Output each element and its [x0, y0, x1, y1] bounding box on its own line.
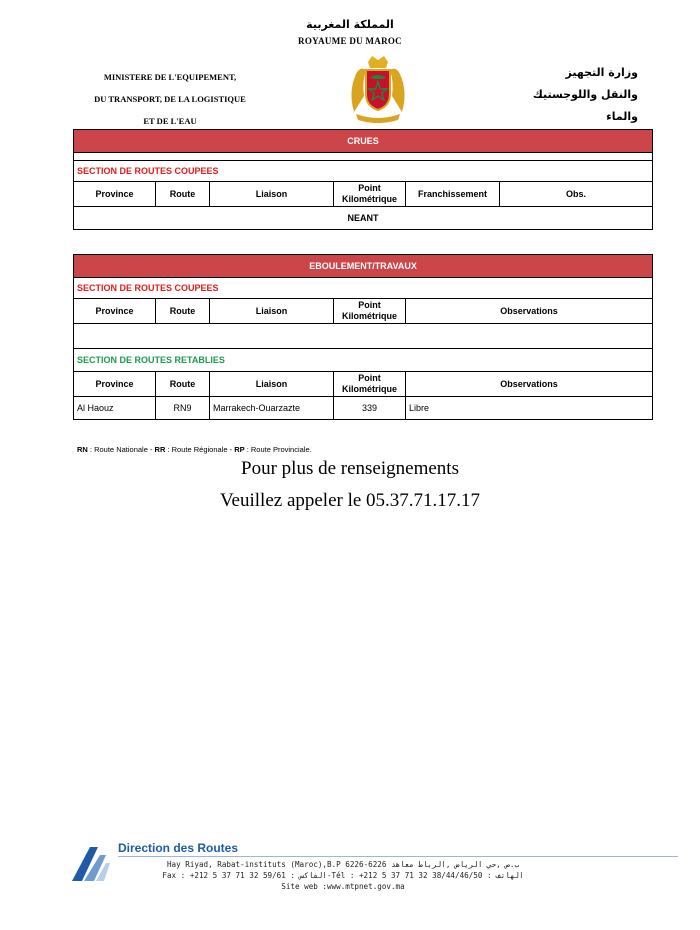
status-neant: NEANT — [74, 207, 653, 230]
col-province: Province — [74, 372, 156, 397]
section-title-cut: SECTION DE ROUTES COUPEES — [74, 161, 653, 182]
col-point-kilometrique: Point Kilométrique — [334, 182, 406, 207]
table-row — [74, 397, 653, 420]
cell-observations: Libre — [406, 397, 653, 420]
col-observations: Observations — [406, 299, 653, 324]
col-observations: Observations — [406, 372, 653, 397]
crues-table — [73, 129, 653, 230]
kingdom-french: ROYAUME DU MAROC — [298, 36, 402, 46]
cell-liaison: Marrakech-Ouarzazte — [210, 397, 334, 420]
ministry-line: والماء — [606, 110, 638, 123]
col-obs: Obs. — [500, 182, 653, 207]
crues-title: CRUES — [74, 130, 653, 153]
col-province: Province — [74, 299, 156, 324]
eboulement-table — [73, 254, 653, 420]
table-header-row — [74, 372, 653, 397]
footer-title: Direction des Routes — [118, 841, 239, 855]
footer-divider — [118, 856, 678, 857]
direction-des-routes-logo-icon — [70, 843, 112, 883]
cell-province: Al Haouz — [74, 397, 156, 420]
section-title-cut: SECTION DE ROUTES COUPEES — [74, 278, 653, 299]
ministry-line: ET DE L'EAU — [143, 116, 197, 126]
col-point-kilometrique: Point Kilométrique — [334, 299, 406, 324]
footer-address: Hay Riyad, Rabat-instituts (Maroc),B.P 6226-6226 ب.ص ,حي الرياض ,الرباط معاهد — [166, 860, 520, 869]
table-header-row — [74, 299, 653, 324]
col-route: Route — [156, 372, 210, 397]
footer-website: Site web :www.mtpnet.gov.ma — [281, 882, 405, 891]
col-liaison: Liaison — [210, 372, 334, 397]
col-route: Route — [156, 299, 210, 324]
col-franchissement: Franchissement — [406, 182, 500, 207]
ministry-line: والنقل واللوجستيك — [532, 88, 638, 101]
info-phone: Veuillez appeler le 05.37.71.17.17 — [219, 490, 481, 511]
section-title-restored: SECTION DE ROUTES RETABLIES — [74, 349, 653, 372]
col-point-kilometrique: Point Kilométrique — [334, 372, 406, 397]
ministry-line: DU TRANSPORT, DE LA LOGISTIQUE — [94, 94, 246, 104]
ministry-line: وزارة التجهيز — [565, 66, 638, 79]
col-liaison: Liaison — [210, 299, 334, 324]
ministry-name-arabic — [498, 62, 638, 128]
cell-pk: 339 — [334, 397, 406, 420]
eboulement-title: EBOULEMENT/TRAVAUX — [74, 255, 653, 278]
royal-coat-of-arms-icon — [340, 52, 416, 126]
info-text: Pour plus de renseignements — [241, 458, 459, 479]
col-route: Route — [156, 182, 210, 207]
col-province: Province — [74, 182, 156, 207]
footer-contact: Fax : +212 5 37 71 32 59/61 : الفاكس-Tél : +212 5 37 71 32 38/44/46/50 : الهاتف — [162, 871, 524, 880]
kingdom-arabic: المملكة المغربية — [306, 18, 394, 31]
table-header-row — [74, 182, 653, 207]
empty-row — [74, 324, 653, 349]
cell-route: RN9 — [156, 397, 210, 420]
ministry-line: MINISTERE DE L'EQUIPEMENT, — [103, 72, 237, 82]
ministry-name-french — [70, 66, 270, 132]
road-type-legend: RN : Route Nationale - RR : Route Régionale - RP : Route Provinciale. — [77, 445, 312, 454]
col-liaison: Liaison — [210, 182, 334, 207]
